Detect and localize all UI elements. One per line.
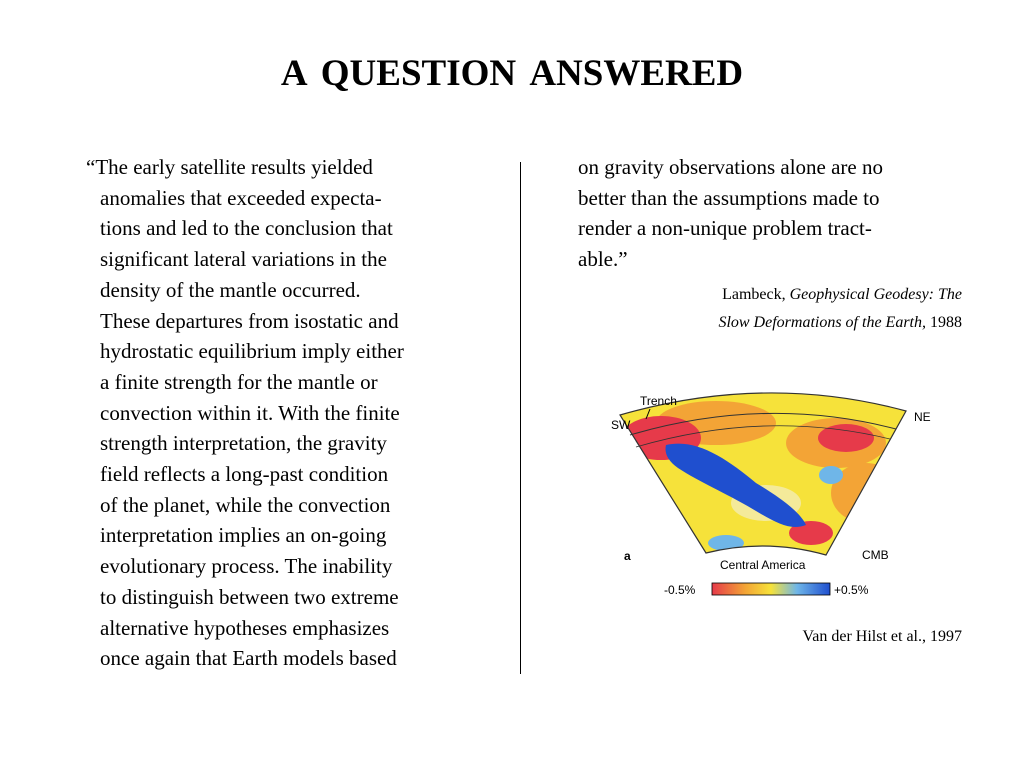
quote-line: convection within it. With the finite: [100, 400, 400, 425]
quote-line: render a non-unique problem tract-: [578, 216, 872, 241]
region-label: Central America: [720, 558, 806, 572]
quote-line: evolutionary process. The inability: [100, 554, 393, 579]
slide-title: A QUESTION ANSWERED: [280, 53, 744, 94]
quote-line: interpretation implies an on-going: [100, 523, 387, 548]
citation-author: Lambeck,: [722, 286, 786, 303]
quote-line: strength interpretation, the gravity: [100, 431, 387, 456]
tomography-figure: [606, 383, 964, 615]
panel-label: a: [624, 549, 631, 563]
tomography-svg: [606, 383, 964, 615]
citation-line-1: [718, 281, 962, 309]
quote-right-column: [578, 152, 978, 275]
quote-left-column: [86, 152, 486, 674]
quote-line: tions and led to the conclusion that: [100, 216, 393, 241]
citation-title-part-2: Slow Deformations of the Earth,: [718, 314, 926, 331]
mantle-section: [606, 383, 964, 615]
ne-label: NE: [914, 410, 931, 424]
quote-line: a finite strength for the mantle or: [100, 369, 378, 394]
quote-line: able.”: [578, 247, 628, 272]
trench-label: Trench: [640, 394, 677, 408]
blue-anomaly: [819, 466, 843, 484]
quote-line: better than the assumptions made to: [578, 185, 880, 210]
citation-year: 1988: [930, 314, 962, 331]
quote-line: alternative hypotheses emphasizes: [100, 615, 390, 640]
quote-line: significant lateral variations in the: [100, 247, 387, 272]
quote-line: anomalies that exceeded expecta-: [100, 185, 382, 210]
quote-line: once again that Earth models based: [100, 646, 397, 671]
figure-credit: Van der Hilst et al., 1997: [802, 628, 962, 645]
quote-line: on gravity observations alone are no: [578, 155, 883, 179]
quote-line: “The early satellite results yielded: [86, 155, 373, 179]
cmb-label: CMB: [862, 548, 889, 562]
quote-line: of the planet, while the convection: [100, 492, 391, 517]
sw-label: SW: [611, 418, 631, 432]
quote-citation: [718, 281, 962, 337]
quote-line: to distinguish between two extreme: [100, 584, 399, 609]
scale-max-label: +0.5%: [834, 583, 869, 597]
citation-title-part-1: Geophysical Geodesy: The: [789, 286, 962, 303]
quote-line: These departures from isostatic and: [100, 308, 399, 333]
quote-line: density of the mantle occurred.: [100, 277, 361, 302]
quote-line: hydrostatic equilibrium imply either: [100, 339, 404, 364]
scale-min-label: -0.5%: [664, 583, 696, 597]
quote-line: field reflects a long-past condition: [100, 462, 389, 487]
color-scale-bar: [712, 583, 830, 595]
column-divider: [520, 162, 521, 674]
citation-line-2: [718, 309, 962, 337]
